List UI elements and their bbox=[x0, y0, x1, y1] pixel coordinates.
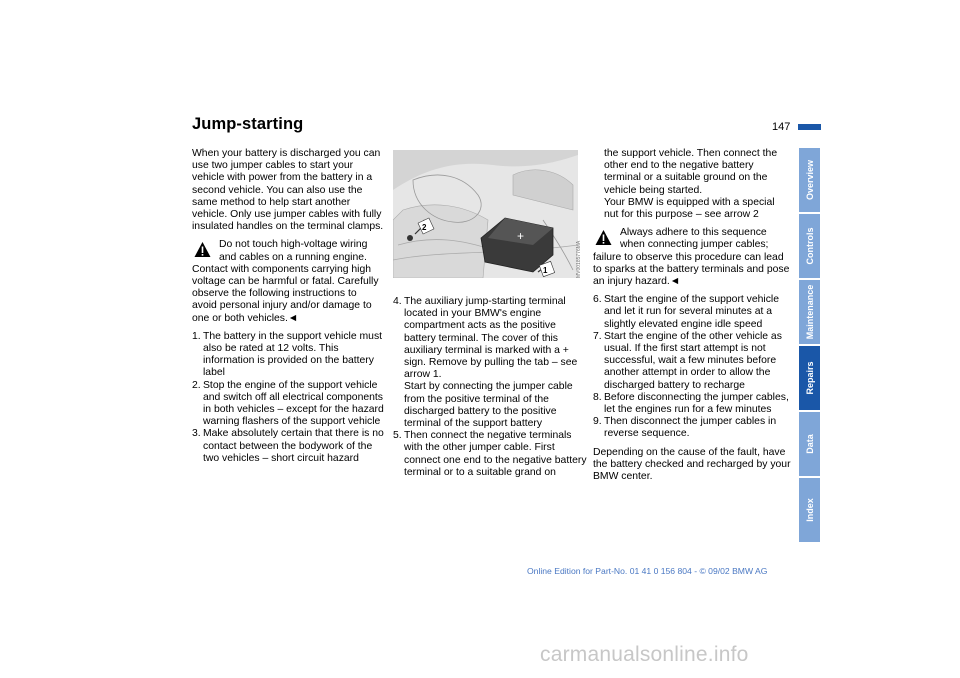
arrow-1-label: 1 bbox=[543, 266, 548, 275]
figure-code: MV00185776MA bbox=[576, 240, 582, 278]
warning-text-2: Always adhere to this sequence when connecting jumper cables; failure to observe this procedure can lead to sparks at the battery terminals and pose an injury hazard.◄ bbox=[593, 227, 790, 288]
tab-controls[interactable]: Controls bbox=[799, 214, 820, 278]
step-4-extra: Start by connecting the jumper cable from the positive terminal of the discharged battery to the positive terminal of the support battery bbox=[404, 381, 573, 430]
footer-edition: Online Edition for Part-No. 01 41 0 156 804 - © 09/02 BMW AG bbox=[527, 566, 768, 576]
steps-list-1 bbox=[192, 331, 384, 465]
warning-triangle-icon bbox=[595, 229, 612, 246]
steps-list-3 bbox=[593, 294, 791, 440]
list-item: 3. Make absolutely certain that there is no contact between the bodywork of the two vehicles – short circuit hazard bbox=[192, 428, 384, 464]
list-item: 6. Start the engine of the support vehicle and let it run for several minutes at a slightly elevated engine idle speed bbox=[593, 294, 780, 330]
tab-overview[interactable]: Overview bbox=[799, 148, 820, 212]
warning-text-1: Do not touch high-voltage wiring and cables on a running engine. Contact with components carrying high voltage can be harmful or fatal. Carefully observe the following instructions to avoid personal injury and/or damage to one or both vehicles.◄ bbox=[192, 239, 379, 324]
list-item: 4. The auxiliary jump-starting terminal located in your BMW's engine compartment acts as the positive battery terminal. The cover of this auxiliary terminal is marked with a + sign. Remove by pulling the tab – see arrow 1. Start by connecting the jumper cable from the positive terminal of the discharged battery to the positive terminal of the support battery bbox=[393, 296, 588, 430]
arrow-2-label: 2 bbox=[422, 223, 427, 232]
warning-block-1 bbox=[192, 239, 384, 324]
list-item: 7. Start the engine of the other vehicle as usual. If the first start attempt is not successful, wait a few minutes before another attempt in order to allow the discharged battery to recharge bbox=[593, 330, 782, 391]
list-item: 8. Before disconnecting the jumper cables, let the engines run for a few minutes bbox=[593, 391, 789, 416]
section-tabs bbox=[799, 148, 820, 544]
tab-data[interactable]: Data bbox=[799, 412, 820, 476]
page-marker-bar bbox=[798, 124, 821, 130]
page-number: 147 bbox=[772, 121, 791, 133]
watermark: carmanualsonline.info bbox=[540, 643, 749, 666]
column-3 bbox=[593, 148, 791, 489]
column-1 bbox=[192, 148, 384, 465]
tab-repairs[interactable]: Repairs bbox=[799, 346, 820, 410]
plus-sign-label: + bbox=[517, 229, 525, 243]
tab-index[interactable]: Index bbox=[799, 478, 820, 542]
tab-maintenance[interactable]: Maintenance bbox=[799, 280, 820, 344]
warning-triangle-icon bbox=[194, 241, 211, 258]
closing-paragraph: Depending on the cause of the fault, have the battery checked and recharged by your BMW center. bbox=[593, 446, 791, 483]
column-2 bbox=[393, 296, 588, 479]
page-title: Jump-starting bbox=[192, 115, 304, 133]
engine-compartment-figure bbox=[393, 150, 578, 278]
list-item: 1. The battery in the support vehicle must also be rated at 12 volts. This information is provided on the battery label bbox=[192, 330, 383, 379]
step-5-continuation: the support vehicle. Then connect the other end to the negative battery terminal or a suitable ground on the vehicle being started. Your BMW is equipped with a special nut for this purpose – see arrow 2 bbox=[604, 148, 778, 221]
list-item: 9. Then disconnect the jumper cables in reverse sequence. bbox=[593, 416, 777, 440]
list-item: 5. Then connect the negative terminals with the other jumper cable. First connect one end to the negative battery terminal or to a suitable grand on bbox=[393, 430, 587, 478]
steps-list-2 bbox=[393, 296, 588, 479]
list-item: 2. Stop the engine of the support vehicle and switch off all electrical components in both vehicles – except for the hazard warning flashers of the support vehicle bbox=[192, 379, 384, 428]
warning-block-2 bbox=[593, 227, 791, 288]
intro-paragraph: When your battery is discharged you can use two jumper cables to start your vehicle with power from the battery in a second vehicle. You can also use the same method to help start another vehicle. Only use jumper cables with fully insulated handles on the terminal clamps. bbox=[192, 148, 384, 233]
